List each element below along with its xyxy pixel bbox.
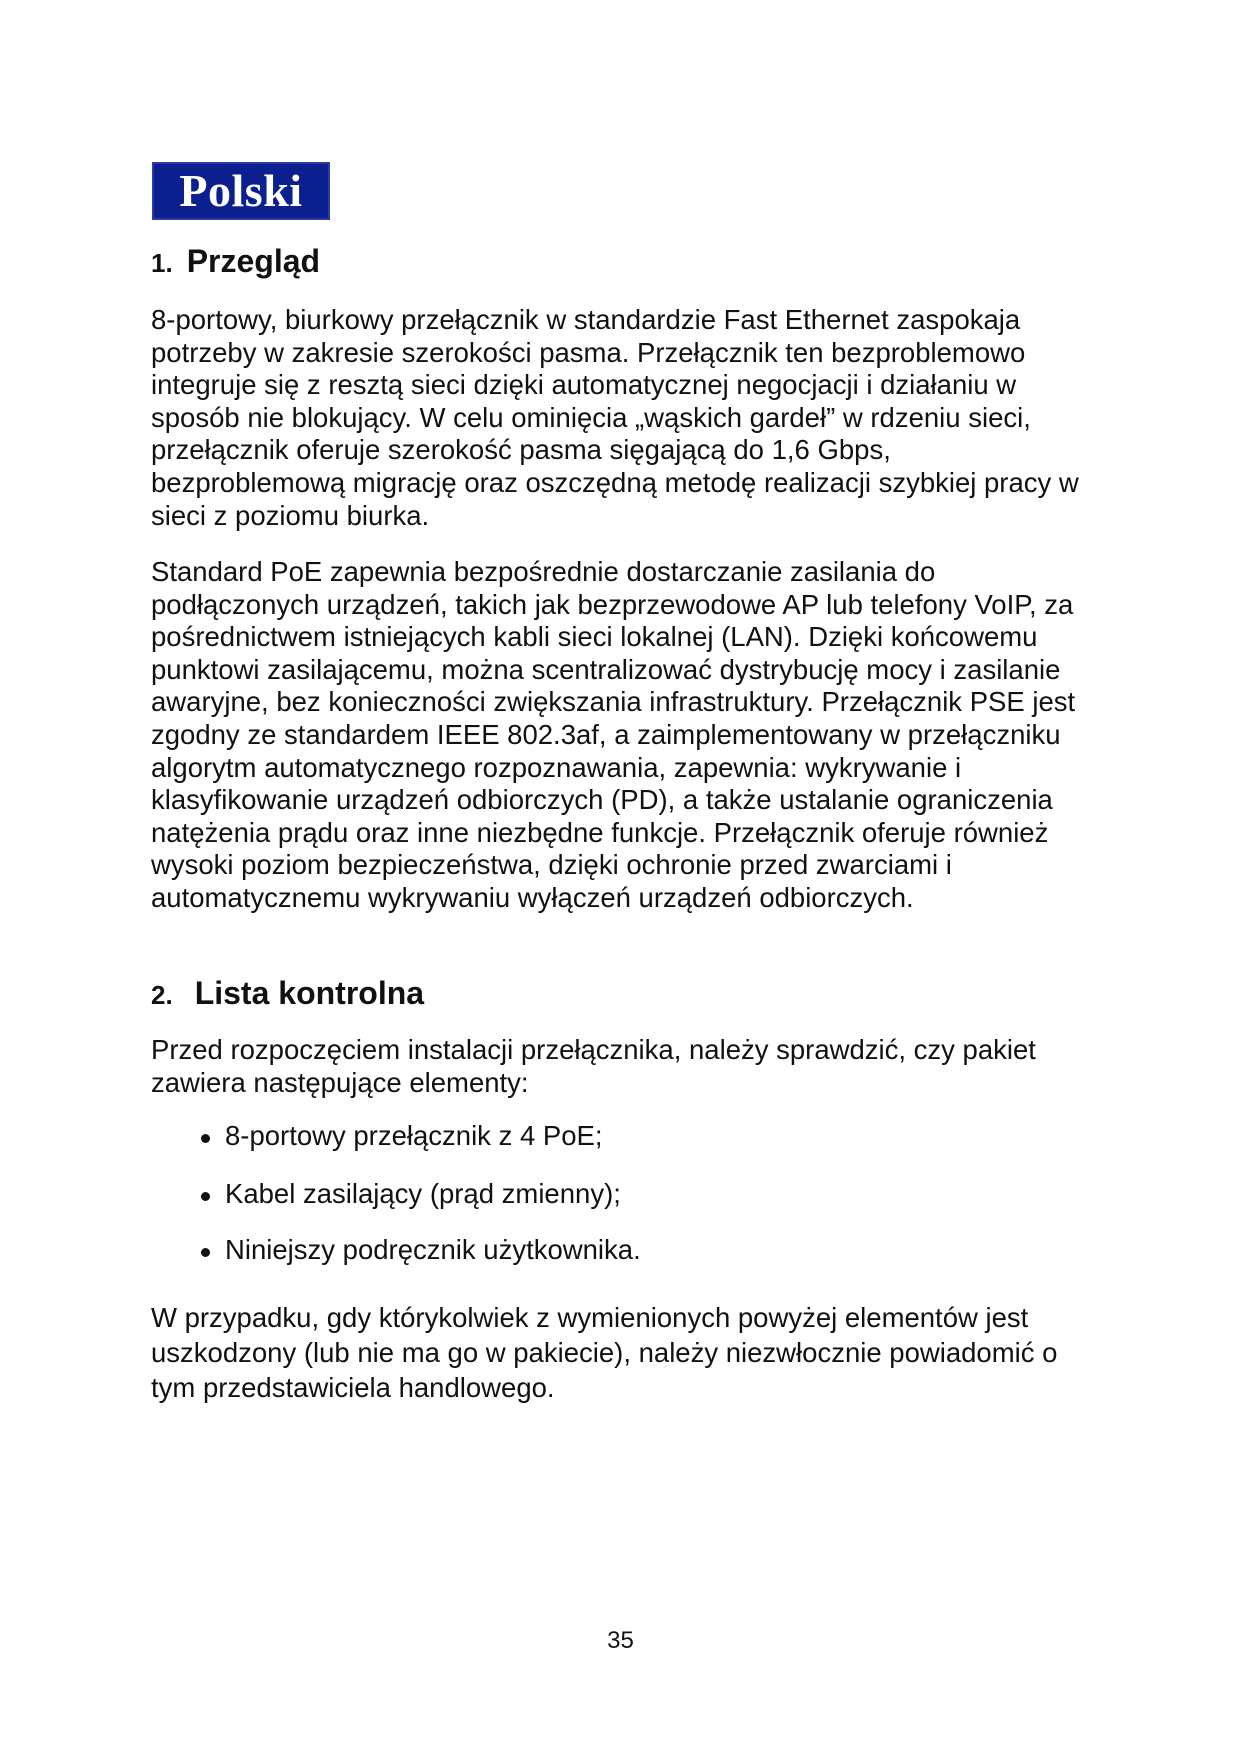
overview-paragraph-1: 8-portowy, biurkowy przełącznik w standardzie Fast Ethernet zaspokaja potrzeby w zakresie szerokości pasma. Przełącznik ten bezproblemowo integruje się z resztą sieci dzięki automatycznej negocjacji i działaniu w sposób nie blokujący. W celu ominięcia „wąskich gardeł” w rdzeniu sieci, przełącznik oferuje szerokość pasma sięgającą do 1,6 Gbps, bezproblemową migrację oraz oszczędną metodę realizacji szybkiej pracy w sieci z poziomu biurka. bbox=[151, 304, 1079, 531]
checklist-items bbox=[195, 1120, 641, 1292]
list-item: Niniejszy podręcznik użytkownika. bbox=[195, 1234, 641, 1266]
checklist-outro: W przypadku, gdy którykolwiek z wymienionych powyżej elementów jest uszkodzony (lub nie ma go w pakiecie), należy niezwłocznie powiadomić o tym przedstawiciela handlowego. bbox=[151, 1302, 1058, 1403]
section-title: Lista kontrolna bbox=[194, 975, 425, 1011]
section-number: 2. bbox=[151, 980, 173, 1010]
section-number: 1. bbox=[151, 248, 173, 278]
checklist-intro: Przed rozpoczęciem instalacji przełącznika, należy sprawdzić, czy pakiet zawiera następujące elementy: bbox=[151, 1034, 1036, 1098]
section-heading-overview bbox=[151, 241, 320, 283]
language-badge: Polski bbox=[152, 162, 330, 220]
list-item: Kabel zasilający (prąd zmienny); bbox=[195, 1178, 641, 1210]
section-title: Przegląd bbox=[186, 243, 321, 279]
section-heading-checklist bbox=[151, 973, 424, 1015]
list-item: 8-portowy przełącznik z 4 PoE; bbox=[195, 1120, 641, 1152]
overview-paragraph-2: Standard PoE zapewnia bezpośrednie dostarczanie zasilania do podłączonych urządzeń, takich jak bezprzewodowe AP lub telefony VoIP, za pośrednictwem istniejących kabli sieci lokalnej (LAN). Dzięki końcowemu punktowi zasilającemu, można scentralizować dystrybucję mocy i zasilanie awaryjne, bez konieczności zwiększania infrastruktury. Przełącznik PSE jest zgodny ze standardem IEEE 802.3af, a zaimplementowany w przełączniku algorytm automatycznego rozpoznawania, zapewnia: wykrywanie i klasyfikowanie urządzeń odbiorczych (PD), a także ustalanie ograniczenia natężenia prądu oraz inne niezbędne funkcje. Przełącznik oferuje również wysoki poziom bezpieczeństwa, dzięki ochronie przed zwarciami i automatycznemu wykrywaniu wyłączeń urządzeń odbiorczych. bbox=[151, 556, 1076, 913]
page-number: 35 bbox=[607, 1627, 634, 1654]
